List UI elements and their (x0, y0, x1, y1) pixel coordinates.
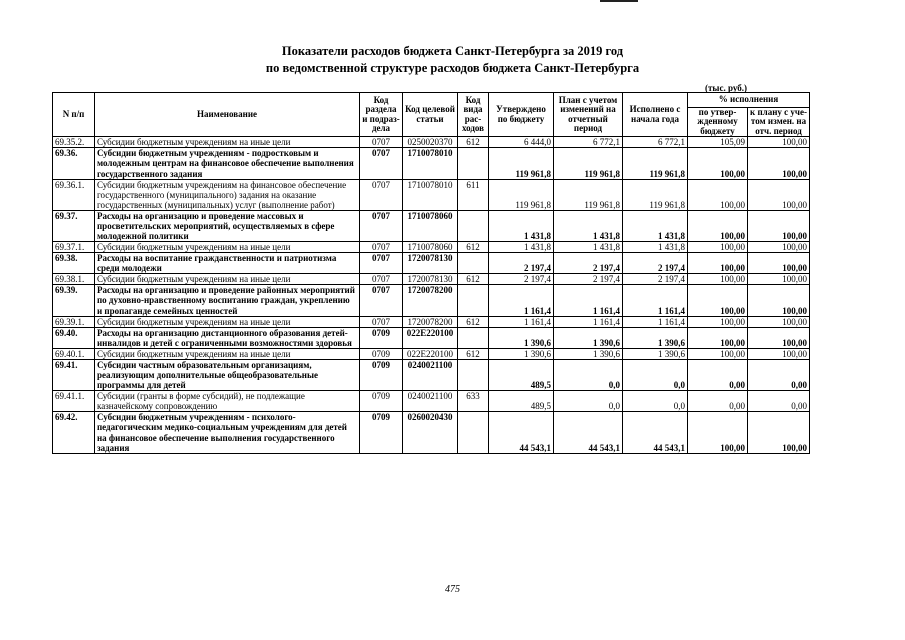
row-target: 1710078010 (403, 179, 458, 210)
row-pct-budget: 0,00 (688, 391, 748, 412)
row-exec: 0,0 (623, 391, 688, 412)
row-name: Субсидии бюджетным учреждениям - подростковым и молодежным центрам на финансовое обеспечение выполнения государственного задания (95, 148, 360, 179)
table-row (53, 253, 810, 274)
row-pct-plan: 100,00 (748, 327, 810, 348)
row-approved: 119 961,8 (489, 179, 554, 210)
row-vid: 612 (458, 348, 489, 359)
row-pct-plan: 100,00 (748, 285, 810, 316)
row-razdel: 0709 (360, 327, 403, 348)
header-target: Код целевой статьи (403, 93, 458, 137)
row-vid: 612 (458, 242, 489, 253)
row-plan: 6 772,1 (554, 137, 623, 148)
row-name: Субсидии (гранты в форме субсидий), не подлежащие казначейскому сопровождению (95, 391, 360, 412)
row-plan: 2 197,4 (554, 253, 623, 274)
table-row (53, 412, 810, 453)
row-approved: 1 161,4 (489, 285, 554, 316)
row-num: 69.36.1. (53, 179, 95, 210)
row-pct-plan: 0,00 (748, 391, 810, 412)
row-razdel: 0707 (360, 285, 403, 316)
row-vid (458, 285, 489, 316)
row-vid (458, 148, 489, 179)
row-pct-plan: 100,00 (748, 316, 810, 327)
row-pct-plan: 100,00 (748, 179, 810, 210)
row-pct-budget: 100,00 (688, 148, 748, 179)
row-pct-budget: 100,00 (688, 285, 748, 316)
row-name: Расходы на организацию и проведение массовых и просветительских мероприятий, осуществляемых в сфере молодежной политики (95, 210, 360, 241)
row-vid (458, 210, 489, 241)
row-num: 69.37. (53, 210, 95, 241)
row-target: 0240021100 (403, 359, 458, 390)
row-num: 69.42. (53, 412, 95, 453)
units-label: (тыс. руб.) (705, 83, 747, 93)
row-pct-budget: 0,00 (688, 359, 748, 390)
row-razdel: 0707 (360, 179, 403, 210)
row-pct-budget: 100,00 (688, 412, 748, 453)
row-num: 69.38.1. (53, 274, 95, 285)
row-pct-budget: 100,00 (688, 179, 748, 210)
row-target: 022E220100 (403, 327, 458, 348)
row-pct-plan: 0,00 (748, 359, 810, 390)
header-vid: Код вида рас-ходов (458, 93, 489, 137)
row-num: 69.39. (53, 285, 95, 316)
header-razdel: Код раздела и подраз-дела (360, 93, 403, 137)
row-vid: 612 (458, 137, 489, 148)
table-row (53, 391, 810, 412)
row-exec: 1 390,6 (623, 327, 688, 348)
row-num: 69.37.1. (53, 242, 95, 253)
row-name: Субсидии бюджетным учреждениям на иные цели (95, 348, 360, 359)
row-approved: 2 197,4 (489, 253, 554, 274)
row-approved: 2 197,4 (489, 274, 554, 285)
row-exec: 1 390,6 (623, 348, 688, 359)
row-target: 1710078060 (403, 242, 458, 253)
row-name: Субсидии бюджетным учреждениям на иные цели (95, 242, 360, 253)
row-plan: 1 161,4 (554, 316, 623, 327)
row-pct-budget: 100,00 (688, 253, 748, 274)
table-row (53, 348, 810, 359)
row-plan: 1 390,6 (554, 348, 623, 359)
row-plan: 119 961,8 (554, 179, 623, 210)
row-name: Расходы на организацию и проведение районных мероприятий по духовно-нравственному воспитанию граждан, укреплению и пропаганде семейных ценностей (95, 285, 360, 316)
row-approved: 489,5 (489, 359, 554, 390)
row-target: 1720078200 (403, 285, 458, 316)
table-row (53, 242, 810, 253)
row-razdel: 0707 (360, 253, 403, 274)
row-razdel: 0707 (360, 242, 403, 253)
header-name: Наименование (95, 93, 360, 137)
row-vid: 612 (458, 274, 489, 285)
row-approved: 1 390,6 (489, 327, 554, 348)
row-vid (458, 359, 489, 390)
row-plan: 1 390,6 (554, 327, 623, 348)
row-approved: 1 161,4 (489, 316, 554, 327)
row-razdel: 0707 (360, 148, 403, 179)
row-pct-plan: 100,00 (748, 210, 810, 241)
row-plan: 0,0 (554, 391, 623, 412)
row-num: 69.36. (53, 148, 95, 179)
row-razdel: 0707 (360, 137, 403, 148)
row-pct-plan: 100,00 (748, 242, 810, 253)
row-target: 0250020370 (403, 137, 458, 148)
row-pct-budget: 105,09 (688, 137, 748, 148)
row-num: 69.39.1. (53, 316, 95, 327)
page-title-line-1: Показатели расходов бюджета Санкт-Петербурга за 2019 год (281, 44, 624, 58)
row-num: 69.41. (53, 359, 95, 390)
row-name: Субсидии бюджетным учреждениям на финансовое обеспечение государственного (муниципального) задания на оказание государственных (муниципальных) услуг (выполнение работ) (95, 179, 360, 210)
row-target: 1720078130 (403, 253, 458, 274)
row-vid: 612 (458, 316, 489, 327)
table-row (53, 359, 810, 390)
row-vid (458, 253, 489, 274)
header-plan: План с учетом изменений на отчетный период (554, 93, 623, 137)
table-row (53, 179, 810, 210)
row-target: 1720078200 (403, 316, 458, 327)
table-row (53, 285, 810, 316)
row-num: 69.40.1. (53, 348, 95, 359)
row-exec: 1 161,4 (623, 316, 688, 327)
row-razdel: 0709 (360, 359, 403, 390)
row-approved: 119 961,8 (489, 148, 554, 179)
row-pct-budget: 100,00 (688, 348, 748, 359)
expenditure-table (52, 92, 810, 454)
row-target: 1710078010 (403, 148, 458, 179)
table-row (53, 148, 810, 179)
row-name: Субсидии частным образовательным организациям, реализующим дополнительные общеобразовательные программы для детей (95, 359, 360, 390)
row-name: Субсидии бюджетным учреждениям на иные цели (95, 274, 360, 285)
row-approved: 6 444,0 (489, 137, 554, 148)
table-row (53, 327, 810, 348)
row-approved: 1 431,8 (489, 210, 554, 241)
row-pct-budget: 100,00 (688, 242, 748, 253)
row-plan: 119 961,8 (554, 148, 623, 179)
page-number: 475 (445, 584, 460, 595)
row-vid: 633 (458, 391, 489, 412)
table-row (53, 137, 810, 148)
header-pct-budget: по утвер-жденному бюджету (688, 108, 748, 137)
row-pct-plan: 100,00 (748, 348, 810, 359)
row-razdel: 0707 (360, 274, 403, 285)
row-num: 69.38. (53, 253, 95, 274)
row-num: 69.40. (53, 327, 95, 348)
row-pct-plan: 100,00 (748, 412, 810, 453)
row-vid (458, 327, 489, 348)
row-exec: 2 197,4 (623, 274, 688, 285)
row-exec: 119 961,8 (623, 148, 688, 179)
header-pct-plan: к плану с уче-том измен. на отч. период (748, 108, 810, 137)
row-razdel: 0709 (360, 348, 403, 359)
row-exec: 0,0 (623, 359, 688, 390)
header-num: N п/п (53, 93, 95, 137)
row-razdel: 0709 (360, 412, 403, 453)
row-exec: 1 431,8 (623, 210, 688, 241)
row-target: 0260020430 (403, 412, 458, 453)
row-pct-plan: 100,00 (748, 253, 810, 274)
row-plan: 1 431,8 (554, 242, 623, 253)
row-plan: 44 543,1 (554, 412, 623, 453)
row-exec: 1 161,4 (623, 285, 688, 316)
row-plan: 2 197,4 (554, 274, 623, 285)
row-num: 69.41.1. (53, 391, 95, 412)
row-name: Субсидии бюджетным учреждениям на иные цели (95, 137, 360, 148)
page-title-line-2: по ведомственной структуре расходов бюджета Санкт-Петербурга (265, 61, 640, 75)
row-target: 022E220100 (403, 348, 458, 359)
row-plan: 1 161,4 (554, 285, 623, 316)
row-pct-budget: 100,00 (688, 327, 748, 348)
row-pct-budget: 100,00 (688, 210, 748, 241)
row-plan: 0,0 (554, 359, 623, 390)
row-pct-budget: 100,00 (688, 316, 748, 327)
header-pct-group: % исполнения (688, 93, 810, 108)
row-approved: 1 390,6 (489, 348, 554, 359)
row-pct-plan: 100,00 (748, 148, 810, 179)
row-name: Расходы на воспитание гражданственности и патриотизма среди молодежи (95, 253, 360, 274)
row-approved: 489,5 (489, 391, 554, 412)
row-razdel: 0709 (360, 391, 403, 412)
row-pct-plan: 100,00 (748, 137, 810, 148)
header-approved: Утверждено по бюджету (489, 93, 554, 137)
row-razdel: 0707 (360, 316, 403, 327)
row-num: 69.35.2. (53, 137, 95, 148)
row-name: Расходы на организацию дистанционного образования детей-инвалидов и детей с ограниченными возможностями здоровья (95, 327, 360, 348)
row-name: Субсидии бюджетным учреждениям - психолого-педагогическим медико-социальным учреждениям для детей на финансовое обеспечение выполнения государственного задания (95, 412, 360, 453)
row-pct-budget: 100,00 (688, 274, 748, 285)
row-exec: 119 961,8 (623, 179, 688, 210)
header-exec: Исполнено с начала года (623, 93, 688, 137)
row-name: Субсидии бюджетным учреждениям на иные цели (95, 316, 360, 327)
row-razdel: 0707 (360, 210, 403, 241)
table-row (53, 274, 810, 285)
row-vid (458, 412, 489, 453)
row-vid: 611 (458, 179, 489, 210)
row-approved: 1 431,8 (489, 242, 554, 253)
table-row (53, 210, 810, 241)
row-target: 0240021100 (403, 391, 458, 412)
row-exec: 44 543,1 (623, 412, 688, 453)
row-target: 1720078130 (403, 274, 458, 285)
table-row (53, 316, 810, 327)
row-target: 1710078060 (403, 210, 458, 241)
row-exec: 6 772,1 (623, 137, 688, 148)
top-edge-line (600, 0, 638, 2)
row-plan: 1 431,8 (554, 210, 623, 241)
row-exec: 1 431,8 (623, 242, 688, 253)
row-approved: 44 543,1 (489, 412, 554, 453)
row-exec: 2 197,4 (623, 253, 688, 274)
row-pct-plan: 100,00 (748, 274, 810, 285)
